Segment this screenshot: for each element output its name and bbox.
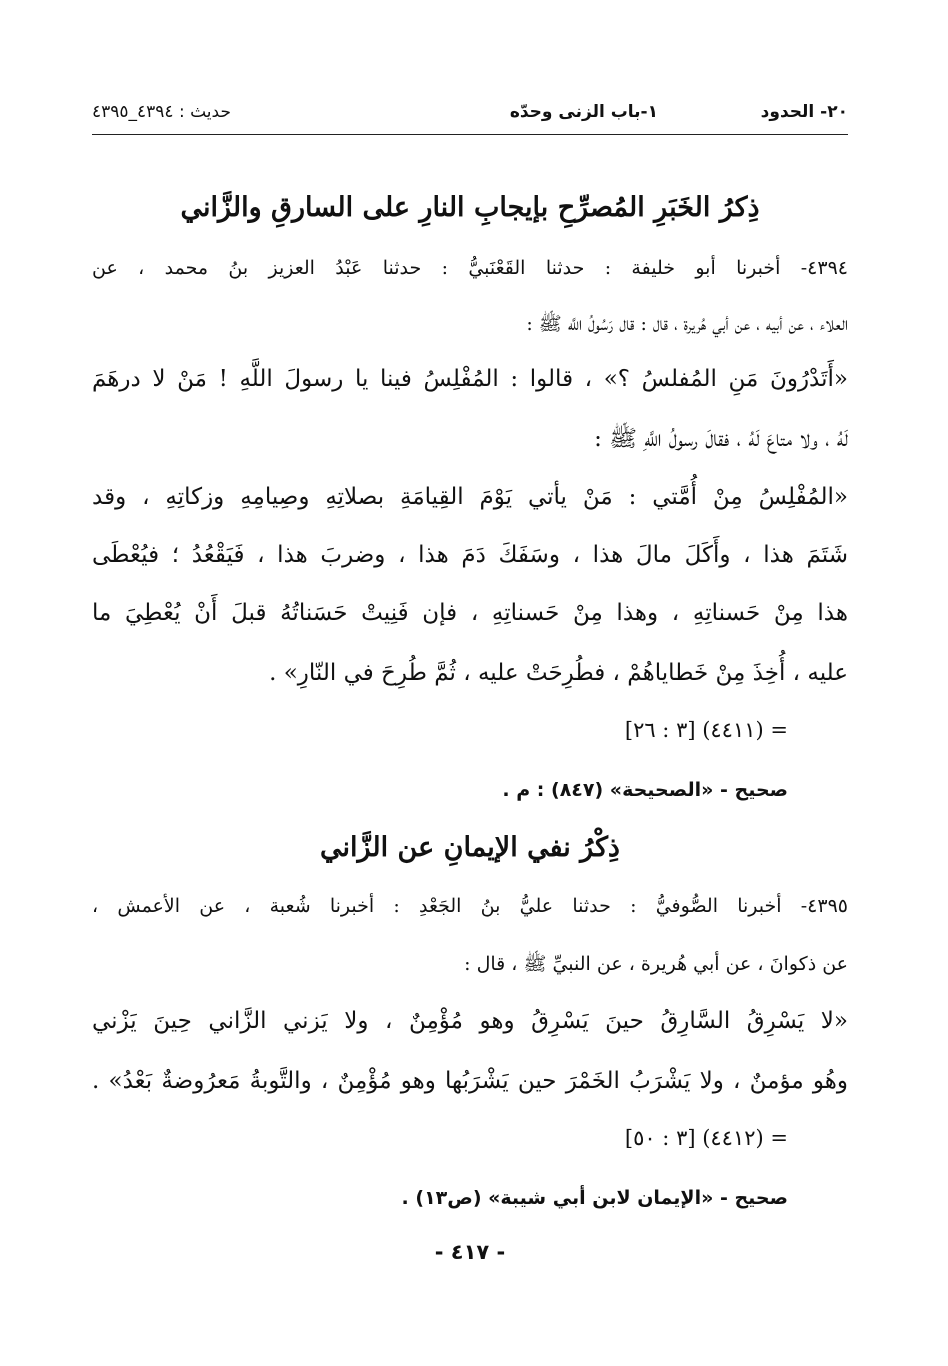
page-number: - ٤١٧ -	[434, 1240, 506, 1264]
hadith-4395-line-4: وهُو مؤمنٌ ، ولا يَشْرَبُ الخَمْرَ حين يَشْرَبُها وهو مُؤْمِنٌ ، والتَّوبةُ مَعرُوضةٌ بَعْدُ» .	[92, 1068, 848, 1094]
hadith-4395-reference: = (٤٤١٢) [٣ : ٥٠]	[624, 1126, 788, 1150]
hadith-4395-line-3: «لا يَسْرِقُ السَّارِقُ حينَ يَسْرِقُ وهو مُؤْمِنٌ ، ولا يَزني الزَّاني حِينَ يَزْني	[92, 1008, 848, 1034]
hadith-4394-line-1: ٤٣٩٤- أخبرنا أبو خليفة : حدثنا القَعْنَبيُّ : حدثنا عَبْدُ العزيز بنُ محمد ، عن	[92, 257, 848, 279]
hadith-4394-line-6: شَتَمَ هذا ، وأَكَلَ مالَ هذا ، وسَفَكَ دَمَ هذا ، وضربَ هذا ، فَيَقْعُدُ ؛ فيُعْطَى	[92, 542, 848, 568]
header-book-section: ٢٠- الحدود	[760, 102, 848, 122]
header-hadith-range: حديث : ٤٣٩٤_٤٣٩٥	[92, 102, 231, 122]
hadith-4395-line-1: ٤٣٩٥- أخبرنا الصُّوفيُّ : حدثنا عليُّ بنُ الجَعْدِ : أخبرنا شُعبة ، عن الأعمش ،	[92, 895, 848, 917]
running-header	[92, 96, 848, 130]
hadith-4394-line-4: لَهُ ، ولا متاعَ لَهُ ، فقالَ رسولُ اللَّهِ ﷺ :	[594, 426, 848, 452]
hadith-4394-reference: = (٤٤١١) [٣ : ٢٦]	[624, 718, 788, 742]
hadith-4394-line-8: عليه ، أُخِذَ مِنْ خَطاياهُمْ ، فطُرِحَتْ عليه ، ثُمَّ طُرِحَ في النّارِ» .	[269, 660, 848, 686]
hadith-4394-grade: صحيح - «الصحيحة» (٨٤٧) : م .	[502, 779, 788, 801]
hadith-4395-line-2: عن ذكوانَ ، عن أبي هُريرة ، عن النبيِّ ﷺ ، قال :	[464, 953, 848, 975]
header-chapter: ١-باب الزنى وحدّه	[509, 102, 658, 122]
section-heading-1: ذِكرُ الخَبَرِ المُصرِّحِ بإيجابِ النارِ على السارقِ والزَّاني	[180, 192, 760, 223]
hadith-4394-line-2: العلاء ، عن أبيه ، عن أبي هُريرة ، قال : قال رَسُولُ اللَّه ﷺ :	[526, 313, 848, 335]
hadith-4394-line-7: هذا مِنْ حَسناتِهِ ، وهذا مِنْ حَسناتِهِ ، فإن فَنِيتْ حَسَناتُهُ قبلَ أَنْ يُعْطِيَ ما	[92, 600, 848, 626]
hadith-4395-grade: صحيح - «الإيمان لابن أبي شيبة» (ص١٣) .	[401, 1187, 788, 1209]
header-rule	[92, 134, 848, 135]
hadith-4394-line-3: «أَتَدْرُونَ مَنِ المُفلسُ ؟» ، قالوا : المُفْلِسُ فينا يا رسولَ اللَّهِ ! مَنْ لا درهَمَ	[92, 366, 848, 392]
hadith-4394-line-5: «المُفْلِسُ مِنْ أُمَّتي : مَنْ يأتي يَوْمَ القِيامَةِ بصلاتِهِ وصِيامِهِ وزكاتِهِ ، وقد	[92, 484, 848, 510]
section-heading-2: ذِكْرُ نفي الإيمانِ عن الزَّاني	[320, 832, 620, 863]
